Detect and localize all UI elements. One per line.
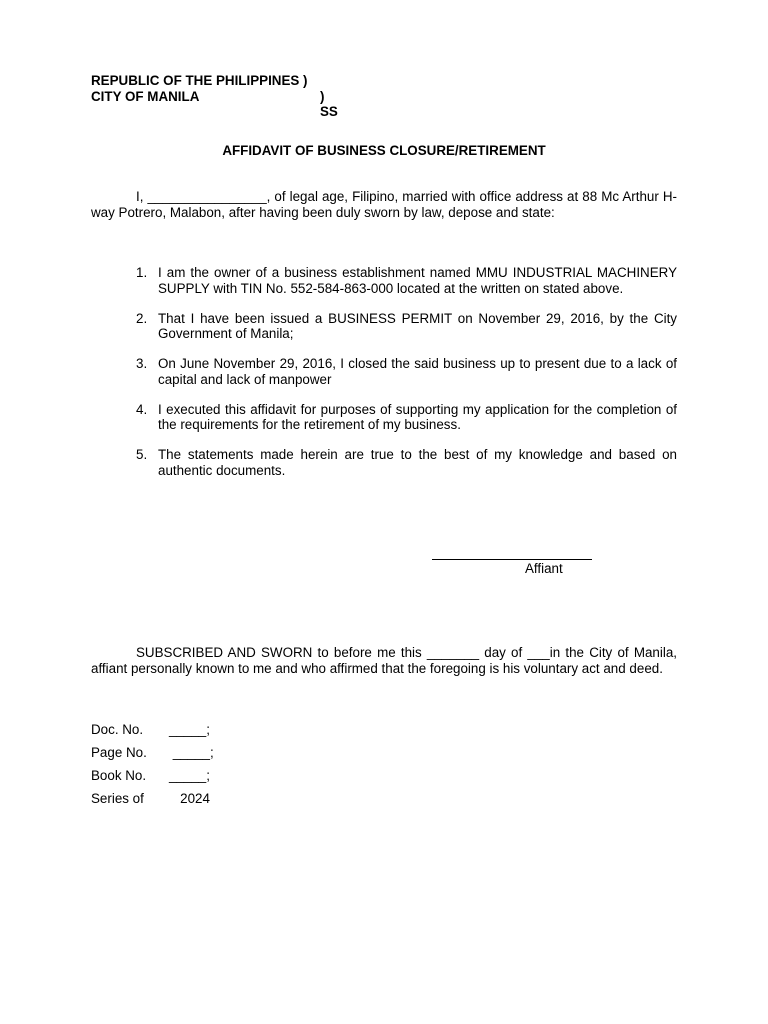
list-item [91, 402, 677, 433]
list-item-number: 4. [136, 401, 148, 417]
list-item [91, 356, 677, 387]
notarial-label: Series of [91, 791, 144, 806]
venue-ss: ) SS [320, 88, 338, 119]
notarial-value: 2024 [169, 791, 210, 806]
document-title: AFFIDAVIT OF BUSINESS CLOSURE/RETIREMENT [222, 143, 546, 158]
notarial-label: Doc. No. [91, 722, 144, 737]
notarial-row-doc [91, 722, 214, 745]
list-item-number: 5. [136, 447, 148, 462]
list-item [91, 447, 677, 478]
venue-country: REPUBLIC OF THE PHILIPPINES ) [91, 73, 308, 88]
list-item-number: 3. [136, 356, 148, 371]
notarial-label: Book No. [91, 768, 147, 783]
notarial-value: _____; [169, 768, 210, 783]
signature-line [432, 559, 592, 560]
affiant-label: Affiant [525, 561, 563, 576]
statement-list [91, 265, 677, 478]
list-item [91, 311, 677, 342]
notarial-value: _____; [169, 722, 210, 737]
list-item-text: I executed this affidavit for purposes of supporting my application for the completion of the requirements for the retirement of my business. [158, 401, 677, 432]
list-item-text: That I have been issued a BUSINESS PERMIT on November 29, 2016, by the City Government of Manila; [158, 310, 677, 341]
list-item-text: The statements made herein are true to the best of my knowledge and based on authentic documents. [158, 447, 677, 478]
notarial-row-series [91, 791, 214, 814]
venue-block [91, 73, 338, 119]
list-item-text: I am the owner of a business establishment named MMU INDUSTRIAL MACHINERY SUPPLY with TIN No. 552-584-863-000 located at the written on stated above. [158, 265, 677, 296]
list-item [91, 265, 677, 296]
jurat-paragraph: SUBSCRIBED AND SWORN to before me this _______ day of ___in the City of Manila, affiant personally known to me and who affirmed that the foregoing is his voluntary act and deed. [91, 645, 677, 676]
list-item-number: 2. [136, 310, 148, 326]
intro-paragraph: I, ________________, of legal age, Filipino, married with office address at 88 Mc Arthur H-way Potrero, Malabon, after having been duly sworn by law, depose and state: [91, 189, 677, 220]
notarial-label: Page No. [91, 745, 147, 760]
venue-city: CITY OF MANILA [91, 88, 200, 104]
list-item-number: 1. [136, 265, 148, 280]
list-item-text: On June November 29, 2016, I closed the said business up to present due to a lack of capital and lack of manpower [158, 356, 677, 387]
notarial-row-book [91, 768, 214, 791]
notarial-row-page [91, 745, 214, 768]
notarial-value: _____; [169, 745, 214, 760]
notarial-register [91, 722, 214, 814]
